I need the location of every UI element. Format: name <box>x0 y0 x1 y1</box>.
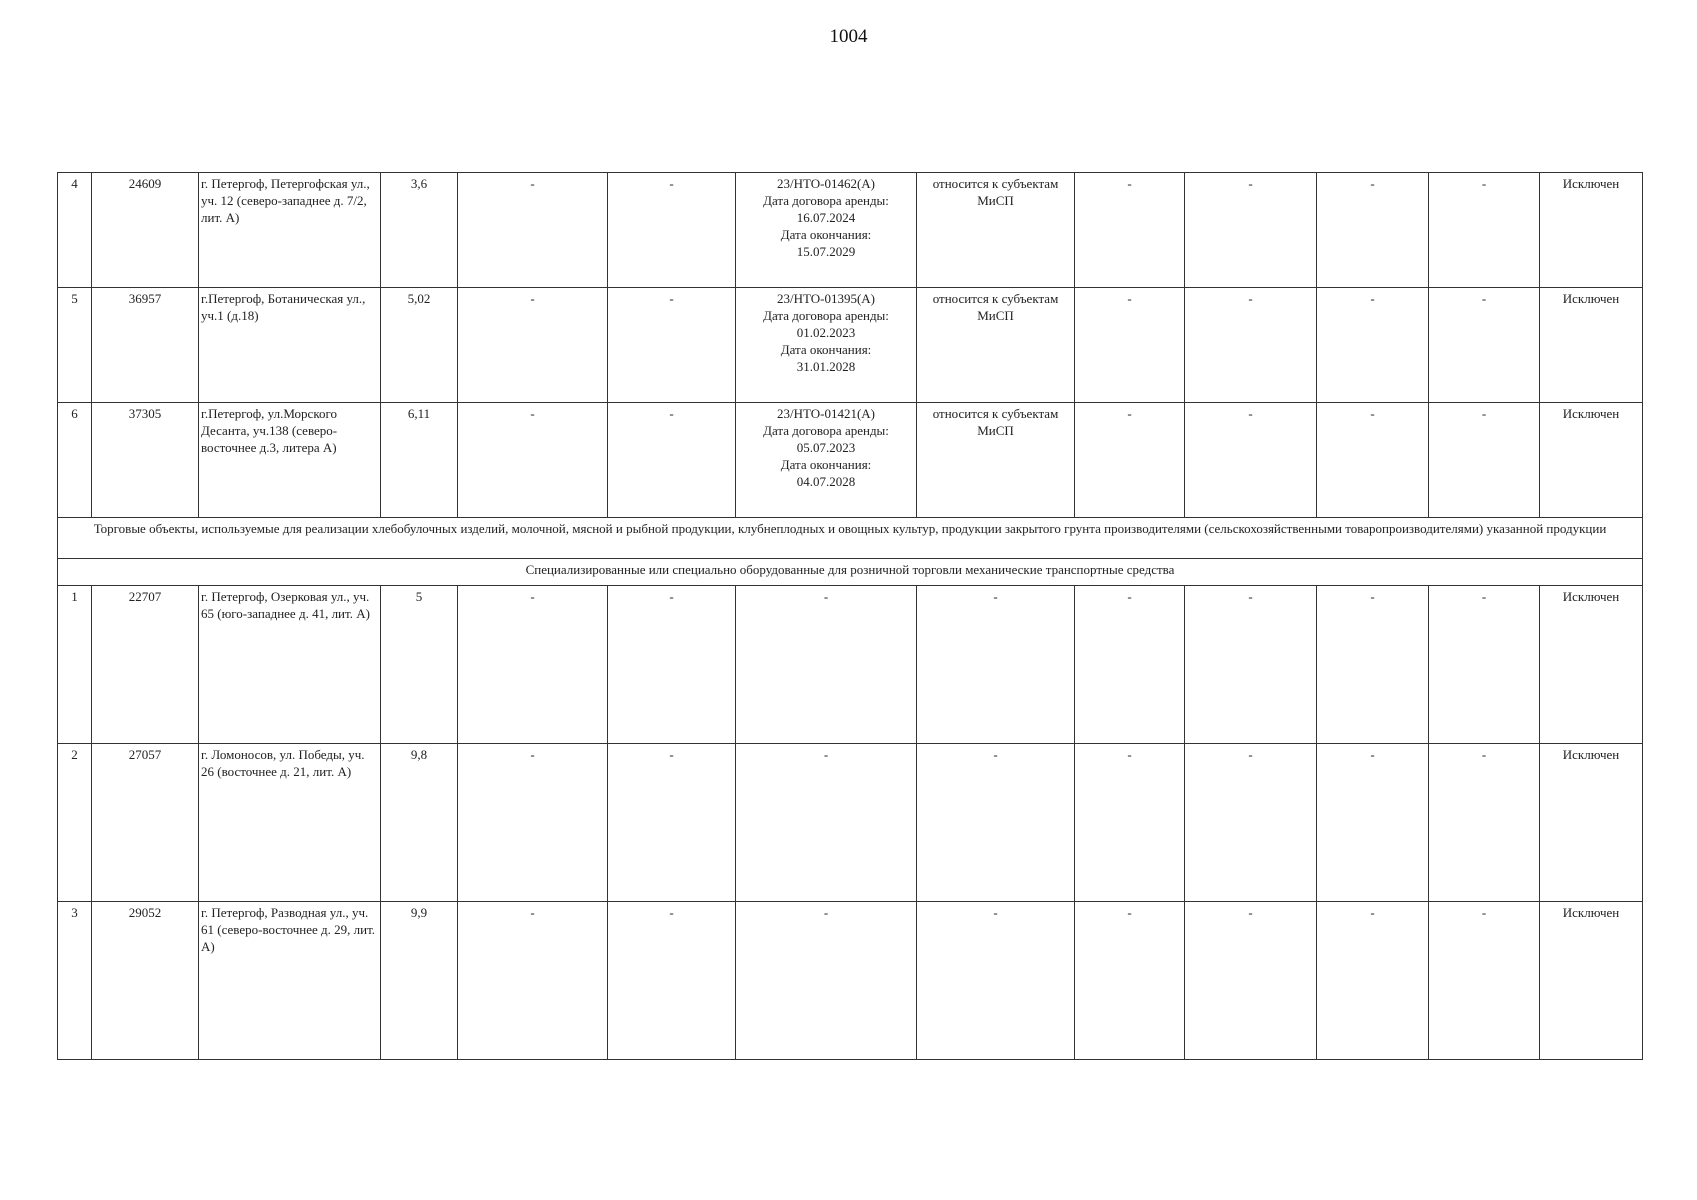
contract-number: 23/НТО-01421(А) <box>776 406 876 421</box>
cell-dash: - <box>1317 288 1429 403</box>
cell-dash: - <box>608 744 736 902</box>
row-number: 6 <box>58 403 92 518</box>
cell-dash: - <box>1185 744 1317 902</box>
contract-end-label: Дата окончания: <box>780 227 872 242</box>
row-number: 5 <box>58 288 92 403</box>
page-number: 1004 <box>829 26 868 47</box>
object-area: 5 <box>381 586 458 744</box>
cell-dash: - <box>736 902 917 1060</box>
section-row <box>58 518 1643 559</box>
object-area: 5,02 <box>381 288 458 403</box>
contract-end-label: Дата окончания: <box>780 342 872 357</box>
table-row <box>58 288 1643 403</box>
cell-dash: - <box>458 288 608 403</box>
cell-dash: - <box>917 744 1075 902</box>
cell-dash: - <box>1075 586 1185 744</box>
cell-dash: - <box>458 173 608 288</box>
cell-dash: - <box>1185 902 1317 1060</box>
cell-dash: - <box>1075 902 1185 1060</box>
objects-table <box>57 172 1643 1060</box>
contract-number: 23/НТО-01462(А) <box>776 176 876 191</box>
cell-dash: - <box>1429 173 1540 288</box>
contract-date-label: Дата договора аренды: <box>763 193 889 208</box>
object-area: 3,6 <box>381 173 458 288</box>
cell-dash: - <box>1075 403 1185 518</box>
row-number: 3 <box>58 902 92 1060</box>
object-area: 9,8 <box>381 744 458 902</box>
cell-dash: - <box>1429 744 1540 902</box>
cell-dash: - <box>1185 586 1317 744</box>
object-status: Исключен <box>1540 744 1643 902</box>
contract-end-date: 15.07.2029 <box>796 244 856 259</box>
row-number: 1 <box>58 586 92 744</box>
cell-dash: - <box>1075 173 1185 288</box>
table-row <box>58 173 1643 288</box>
cell-dash: - <box>1317 744 1429 902</box>
contract-end-date: 04.07.2028 <box>796 474 856 489</box>
cell-dash: - <box>608 902 736 1060</box>
section-row <box>58 559 1643 586</box>
cell-dash: - <box>1429 288 1540 403</box>
object-id: 27057 <box>92 744 199 902</box>
cell-dash: - <box>736 744 917 902</box>
cell-dash: - <box>1317 403 1429 518</box>
table-row <box>58 902 1643 1060</box>
subject-category: относится к субъектам МиСП <box>917 173 1075 288</box>
cell-dash: - <box>1429 403 1540 518</box>
contract-info <box>736 403 917 518</box>
object-id: 37305 <box>92 403 199 518</box>
row-number: 2 <box>58 744 92 902</box>
cell-dash: - <box>1075 744 1185 902</box>
object-address: г. Петергоф, Озерковая ул., уч. 65 (юго-западнее д. 41, лит. А) <box>199 586 381 744</box>
cell-dash: - <box>1185 288 1317 403</box>
subject-category: относится к субъектам МиСП <box>917 288 1075 403</box>
object-id: 22707 <box>92 586 199 744</box>
cell-dash: - <box>608 173 736 288</box>
object-status: Исключен <box>1540 403 1643 518</box>
table-row <box>58 403 1643 518</box>
contract-date-label: Дата договора аренды: <box>763 308 889 323</box>
contract-number: 23/НТО-01395(А) <box>776 291 876 306</box>
object-status: Исключен <box>1540 586 1643 744</box>
contract-date: 01.02.2023 <box>796 325 856 340</box>
subject-category: относится к субъектам МиСП <box>917 403 1075 518</box>
section-heading-food-producers: Торговые объекты, используемые для реализации хлебобулочных изделий, молочной, мясной и рыбной продукции, клубнеплодных и овощных культур, продукции закрытого грунта производителями (сельскохозяйственными товаропроизводителями) указанной продукции <box>58 518 1643 559</box>
object-status: Исключен <box>1540 902 1643 1060</box>
object-address: г.Петергоф, ул.Морского Десанта, уч.138 (северо-восточнее д.3, литера А) <box>199 403 381 518</box>
object-address: г. Петергоф, Разводная ул., уч. 61 (северо-восточнее д. 29, лит. А) <box>199 902 381 1060</box>
row-number: 4 <box>58 173 92 288</box>
cell-dash: - <box>1075 288 1185 403</box>
table-row <box>58 744 1643 902</box>
cell-dash: - <box>1317 586 1429 744</box>
object-address: г. Петергоф, Петергофская ул., уч. 12 (северо-западнее д. 7/2, лит. А) <box>199 173 381 288</box>
object-address: г. Ломоносов, ул. Победы, уч. 26 (восточнее д. 21, лит. А) <box>199 744 381 902</box>
cell-dash: - <box>608 586 736 744</box>
cell-dash: - <box>458 586 608 744</box>
contract-end-label: Дата окончания: <box>780 457 872 472</box>
contract-end-date: 31.01.2028 <box>796 359 856 374</box>
cell-dash: - <box>458 744 608 902</box>
object-area: 6,11 <box>381 403 458 518</box>
cell-dash: - <box>1317 173 1429 288</box>
cell-dash: - <box>917 902 1075 1060</box>
cell-dash: - <box>1429 902 1540 1060</box>
cell-dash: - <box>608 403 736 518</box>
contract-date-label: Дата договора аренды: <box>763 423 889 438</box>
table-row <box>58 586 1643 744</box>
contract-date: 05.07.2023 <box>796 440 856 455</box>
object-id: 24609 <box>92 173 199 288</box>
object-status: Исключен <box>1540 173 1643 288</box>
contract-info <box>736 173 917 288</box>
object-id: 36957 <box>92 288 199 403</box>
cell-dash: - <box>1317 902 1429 1060</box>
cell-dash: - <box>1185 173 1317 288</box>
object-id: 29052 <box>92 902 199 1060</box>
cell-dash: - <box>1429 586 1540 744</box>
section-heading-vehicles: Специализированные или специально оборудованные для розничной торговли механические транспортные средства <box>58 559 1643 586</box>
object-area: 9,9 <box>381 902 458 1060</box>
cell-dash: - <box>1185 403 1317 518</box>
cell-dash: - <box>458 902 608 1060</box>
object-status: Исключен <box>1540 288 1643 403</box>
contract-info <box>736 288 917 403</box>
cell-dash: - <box>736 586 917 744</box>
cell-dash: - <box>608 288 736 403</box>
object-address: г.Петергоф, Ботаническая ул., уч.1 (д.18) <box>199 288 381 403</box>
cell-dash: - <box>917 586 1075 744</box>
cell-dash: - <box>458 403 608 518</box>
contract-date: 16.07.2024 <box>796 210 856 225</box>
